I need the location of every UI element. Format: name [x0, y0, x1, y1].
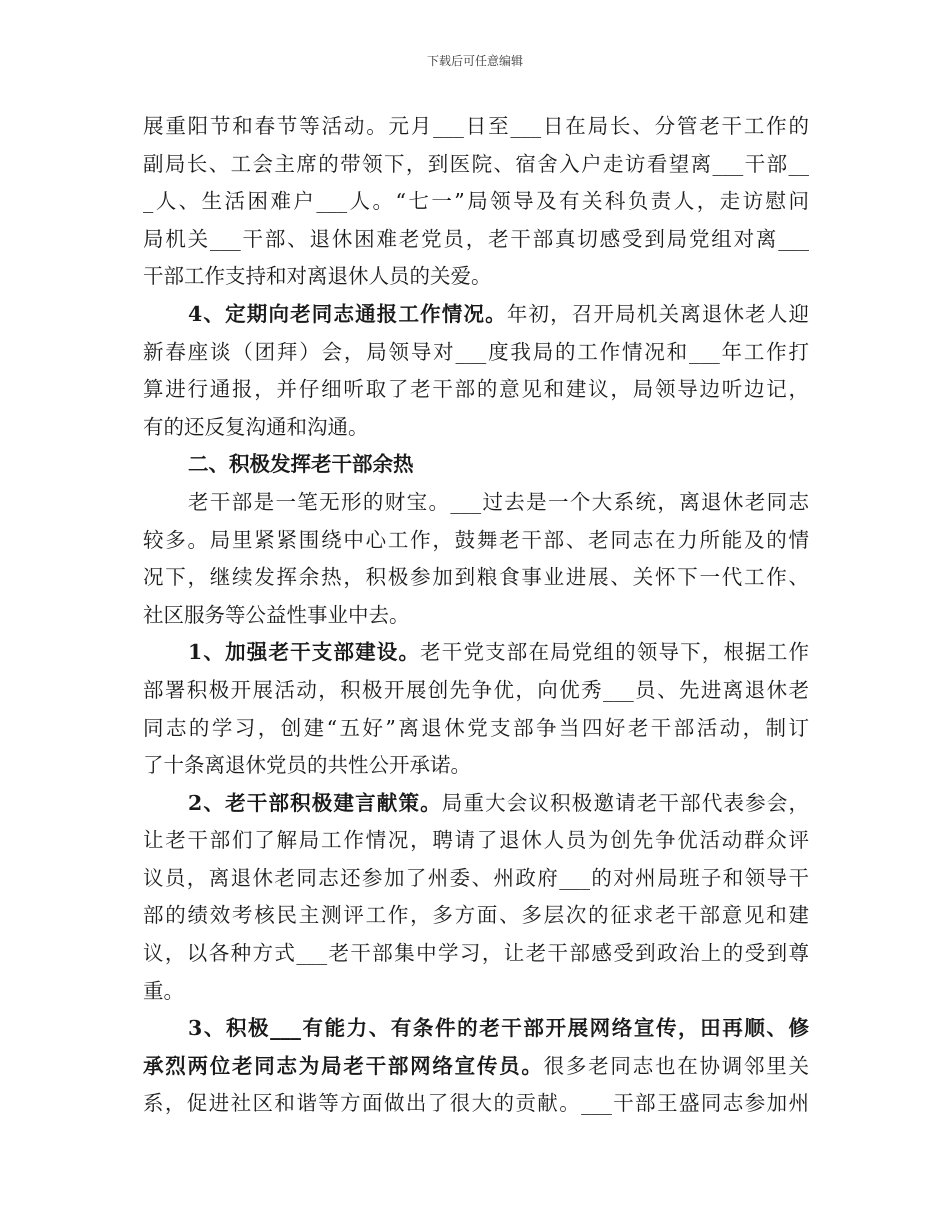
- line-text: 况下，继续发挥余热，积极参加到粮食事业进展、关怀下一代工作、: [143, 565, 809, 590]
- text-line: [143, 559, 809, 597]
- text-line: [143, 634, 809, 672]
- line-text: 有的还反复沟通和沟通。: [143, 414, 369, 439]
- line-text: 很多老同志也在协调邻里关: [543, 1053, 810, 1078]
- line-text: 老干部是一笔无形的财宝。___过去是一个大系统，离退休老同志: [188, 489, 809, 514]
- text-line: [143, 897, 809, 935]
- line-text: 部署积极开展活动，积极开展创先争优，向优秀___员、先进离退休老: [143, 677, 809, 702]
- text-line: [143, 747, 809, 785]
- document-body: [143, 108, 809, 1123]
- page-header: 下载后可任意编辑: [426, 54, 523, 68]
- text-line: [143, 371, 809, 409]
- line-text: 了十条离退休党员的共性公开承诺。: [143, 753, 471, 778]
- line-text: 干部工作支持和对离退休人员的关爱。: [143, 264, 492, 289]
- bold-heading: 承烈两位老同志为局老干部网络宣传员。: [143, 1053, 544, 1078]
- bold-heading: 2、老干部积极建言献策。: [188, 790, 442, 815]
- text-line: [143, 258, 809, 296]
- line-text: 展重阳节和春节等活动。元月___日至___日在局长、分管老干工作的: [143, 114, 809, 138]
- text-line: [143, 108, 809, 146]
- line-text: _人、生活困难户___人。“七一”局领导及有关科负责人，走访慰问: [143, 189, 809, 214]
- bold-heading: 二、积极发挥老干部余热: [188, 452, 414, 477]
- text-line: [143, 785, 809, 823]
- line-text: 让老干部们了解局工作情况，聘请了退休人员为创先争优活动群众评: [143, 828, 809, 853]
- bold-heading: 4、定期向老同志通报工作情况。: [188, 301, 507, 326]
- text-line: [143, 183, 809, 221]
- line-text: 系，促进社区和谐等方面做出了很大的贡献。___干部王盛同志参加州: [143, 1091, 809, 1116]
- line-text: 局机关___干部、退休困难老党员，老干部真切感受到局党组对离___: [143, 226, 809, 251]
- text-line: [143, 446, 809, 484]
- line-text: 部的绩效考核民主测评工作，多方面、多层次的征求老干部意见和建: [143, 903, 809, 928]
- text-line: [143, 334, 809, 372]
- line-text: 年初，召开局机关离退休老人迎: [506, 301, 810, 326]
- text-line: [143, 1048, 809, 1086]
- text-line: [143, 710, 809, 748]
- text-line: [143, 296, 809, 334]
- text-line: [143, 860, 809, 898]
- text-line: [143, 1085, 809, 1123]
- line-text: 算进行通报，并仔细听取了老干部的意见和建议，局领导边听边记，: [143, 377, 809, 402]
- text-line: [143, 973, 809, 1011]
- text-line: [143, 146, 809, 184]
- text-line: [143, 822, 809, 860]
- text-line: [143, 221, 809, 259]
- text-line: [143, 935, 809, 973]
- line-text: 较多。局里紧紧围绕中心工作，鼓舞老干部、老同志在力所能及的情: [143, 527, 809, 552]
- line-text: 老干党支部在局党组的领导下，根据工作: [420, 640, 809, 665]
- line-text: 议，以各种方式___老干部集中学习，让老干部感受到政治上的受到尊: [143, 941, 809, 966]
- text-line: [143, 672, 809, 710]
- text-line: [143, 484, 809, 522]
- line-text: 副局长、工会主席的带领下，到医院、宿舍入户走访看望离___干部__: [143, 151, 809, 176]
- bold-heading: 1、加强老干支部建设。: [188, 640, 421, 665]
- line-text: 局重大会议积极邀请老干部代表参会，: [441, 790, 810, 815]
- text-line: [143, 409, 809, 447]
- text-line: [143, 522, 809, 560]
- line-text: 重。: [143, 978, 184, 1003]
- text-line: [143, 597, 809, 635]
- text-line: [143, 1010, 809, 1048]
- line-text: 社区服务等公益性事业中去。: [143, 602, 410, 627]
- bold-heading: 3、积极___有能力、有条件的老干部开展网络宣传，田再顺、修: [188, 1016, 809, 1041]
- line-text: 新春座谈（团拜）会，局领导对___度我局的工作情况和___年工作打: [143, 339, 809, 364]
- line-text: 同志的学习，创建“五好”离退休党支部争当四好老干部活动，制订: [143, 715, 809, 740]
- line-text: 议员，离退休老同志还参加了州委、州政府___的对州局班子和领导干: [143, 865, 809, 890]
